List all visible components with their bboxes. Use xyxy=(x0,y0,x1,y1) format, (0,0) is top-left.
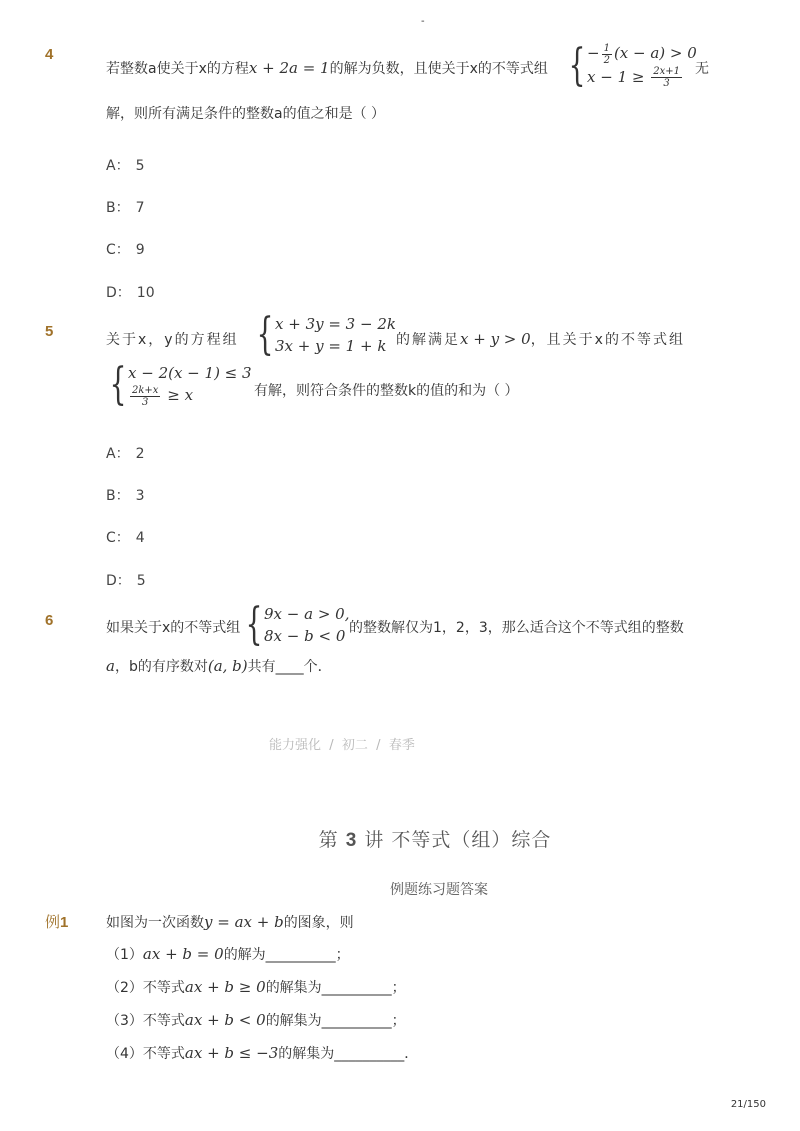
q6-ordered-pair: (a, b) xyxy=(207,657,248,675)
question-4-stem-line1 xyxy=(106,58,548,78)
q4-option-a[interactable]: A： 5 xyxy=(106,158,145,174)
example-1-part-2: （2）不等式ax + b ≥ 0的解集为__________； xyxy=(106,978,406,996)
question-number-6: 6 xyxy=(45,612,54,629)
q5-system1-line2: 3x + y = 1 + k xyxy=(275,337,387,355)
q5-option-b[interactable]: B： 3 xyxy=(106,488,145,504)
question-number-5: 5 xyxy=(45,323,54,340)
q5-fraction: $\frac{2k+x}{3}$ xyxy=(132,384,159,408)
page-number: 21/150 xyxy=(730,1099,766,1110)
brace-icon: { xyxy=(245,599,263,650)
q6-inequality-system xyxy=(240,599,350,650)
q4-text-b: 的解为负数，且使关于x的不等式组 xyxy=(329,61,548,77)
footer-breadcrumb: 能力强化 / 初二 / 春季 xyxy=(269,738,415,753)
example-label: 例1 xyxy=(45,913,69,931)
q5-equation-system xyxy=(251,309,396,360)
q4-text-c: 无 xyxy=(695,61,709,77)
top-mark: - xyxy=(421,16,425,27)
brace-icon: { xyxy=(568,39,586,91)
q6-text-b: 的整数解仅为1，2，3，那么适合这个不等式组的整数 xyxy=(349,620,684,636)
q5-system2-line1: x − 2(x − 1) ≤ 3 xyxy=(128,364,252,382)
q4-inequality-system xyxy=(563,39,697,91)
lesson-title: 第 3 讲 不等式（组）综合 xyxy=(318,829,552,851)
q4-equation: x + 2a = 1 xyxy=(248,59,330,77)
example-1-part-1: （1）ax + b = 0的解为__________； xyxy=(106,945,350,963)
q4-system-line2: x − 1 ≥ $\frac{2x+1}{3}$ xyxy=(587,66,680,89)
q5-text-a: 关于x，y的方程组 xyxy=(106,332,239,348)
example-1-function: y = ax + b xyxy=(204,913,284,931)
question-4-stem-line2: 解，则所有满足条件的整数a的值之和是（ ） xyxy=(106,106,386,122)
brace-icon: { xyxy=(109,358,127,410)
q6-system-line1: 9x − a > 0, xyxy=(264,605,350,623)
q6-system-line2: 8x − b < 0 xyxy=(264,627,346,645)
q6-stem-line2: a，b的有序数对(a, b)共有____个． xyxy=(106,657,332,675)
q5-option-c[interactable]: C： 4 xyxy=(106,530,145,546)
q5-stem-line1-tail: 的解满足x + y > 0，且关于x的不等式组 xyxy=(396,330,685,348)
example-1-intro: 如图为一次函数y = ax + b的图象，则 xyxy=(106,913,354,931)
q5-option-a[interactable]: A： 2 xyxy=(106,446,145,462)
lesson-subtitle: 例题练习题答案 xyxy=(390,882,488,898)
q6-var-a: a xyxy=(106,657,115,675)
brace-icon: { xyxy=(256,309,274,360)
q5-inequality-system xyxy=(104,358,252,410)
q5-system1-line1: x + 3y = 3 − 2k xyxy=(275,315,396,333)
q4-option-b[interactable]: B： 7 xyxy=(106,200,145,216)
q4-text-a: 若整数a使关于x的方程 xyxy=(106,61,249,77)
q4-option-d[interactable]: D： 10 xyxy=(106,285,155,301)
q6-text-a: 如果关于x的不等式组 xyxy=(106,620,241,636)
example-1-part-3: （3）不等式ax + b < 0的解集为__________； xyxy=(106,1011,406,1029)
q5-system2-line2: $\frac{2k+x}{3}$ ≥ x xyxy=(132,384,194,408)
q4-option-c[interactable]: C： 9 xyxy=(106,242,145,258)
q4-system-line1: − $\frac{1}{2}$ (x − a) > 0 xyxy=(587,42,697,66)
q5-option-d[interactable]: D： 5 xyxy=(106,573,146,589)
question-number-4: 4 xyxy=(45,46,54,63)
q4-fraction-2: $\frac{2x+1}{3}$ xyxy=(653,66,680,89)
q5-inequality: x + y > 0 xyxy=(460,330,531,348)
q4-fraction-1: $\frac{1}{2}$ xyxy=(603,42,610,66)
example-1-part-4: （4）不等式ax + b ≤ −3的解集为__________． xyxy=(106,1044,419,1062)
q5-text-d: 有解，则符合条件的整数k的值的和为（ ） xyxy=(254,383,519,399)
